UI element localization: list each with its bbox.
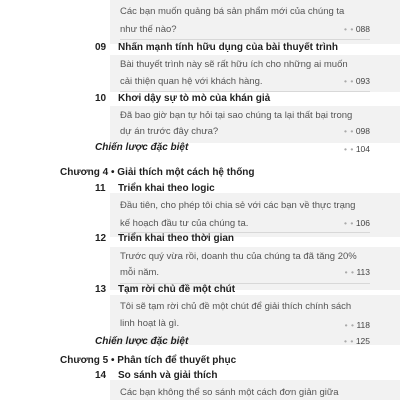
dotted-divider bbox=[120, 39, 370, 40]
toc-excerpt: cải thiện quan hệ với khách hàng. bbox=[120, 76, 263, 87]
toc-item-number: 10 bbox=[95, 93, 107, 104]
toc-excerpt: như thế nào? bbox=[120, 24, 177, 35]
toc-item-title[interactable]: So sánh và giải thích bbox=[118, 370, 218, 381]
page-number[interactable]: • • 098 bbox=[343, 126, 370, 136]
special-strategy-title[interactable]: Chiến lược đặc biệt bbox=[95, 336, 189, 347]
chapter-heading[interactable]: Chương 4 • Giải thích một cách hệ thống bbox=[60, 167, 255, 178]
page-number[interactable]: • • 106 bbox=[343, 218, 370, 228]
toc-excerpt: Đã bao giờ bạn tự hỏi tại sao chúng ta lại thất bại trong bbox=[120, 110, 353, 121]
toc-item-title[interactable]: Triển khai theo thời gian bbox=[118, 233, 235, 244]
page-number[interactable]: • • 093 bbox=[343, 76, 370, 86]
toc-item-number: 11 bbox=[95, 183, 106, 194]
chapter-heading[interactable]: Chương 5 • Phân tích để thuyết phục bbox=[60, 355, 237, 366]
toc-item-number: 14 bbox=[95, 370, 107, 381]
toc-item-title[interactable]: Tạm rời chủ đề một chút bbox=[118, 284, 236, 295]
toc-item-number: 12 bbox=[95, 233, 107, 244]
toc-excerpt: linh hoạt là gì. bbox=[120, 318, 180, 329]
dotted-divider bbox=[120, 91, 370, 92]
toc-item-number: 13 bbox=[95, 284, 107, 295]
page-number[interactable]: • • 104 bbox=[343, 144, 370, 154]
toc-excerpt: Trước quý vừa rồi, doanh thu của chúng ta đã tăng 20% bbox=[120, 251, 357, 262]
toc-excerpt: Đầu tiên, cho phép tôi chia sẻ với các bạn về thực trạng bbox=[120, 200, 356, 211]
page-number[interactable]: • • 118 bbox=[344, 320, 370, 330]
toc-excerpt: Các bạn muốn quảng bá sản phẩm mới của chúng ta bbox=[120, 6, 345, 17]
toc-excerpt: kế hoạch đầu tư của chúng ta. bbox=[120, 218, 249, 229]
toc-item-title[interactable]: Triển khai theo logic bbox=[118, 183, 215, 194]
toc-item-number: 09 bbox=[95, 42, 107, 53]
page-number[interactable]: • • 125 bbox=[343, 336, 370, 346]
special-strategy-title[interactable]: Chiến lược đặc biệt bbox=[95, 142, 189, 153]
page-number[interactable]: • • 088 bbox=[343, 24, 370, 34]
toc-excerpt: Bài thuyết trình này sẽ rất hữu ích cho những ai muốn bbox=[120, 59, 348, 70]
toc-item-title[interactable]: Khơi dậy sự tò mò của khán giả bbox=[118, 93, 271, 104]
toc-excerpt: dự án trước đây chưa? bbox=[120, 126, 219, 137]
toc-excerpt: Các bạn không thể so sánh một cách đơn giản giữa bbox=[120, 387, 339, 398]
toc-excerpt: mỗi năm. bbox=[120, 267, 160, 278]
page-number[interactable]: • • 113 bbox=[344, 267, 370, 277]
toc-excerpt: Tôi sẽ tạm rời chủ đề một chút để giải thích chính sách bbox=[120, 301, 352, 312]
toc-item-title[interactable]: Nhấn mạnh tính hữu dụng của bài thuyết trình bbox=[118, 42, 339, 53]
